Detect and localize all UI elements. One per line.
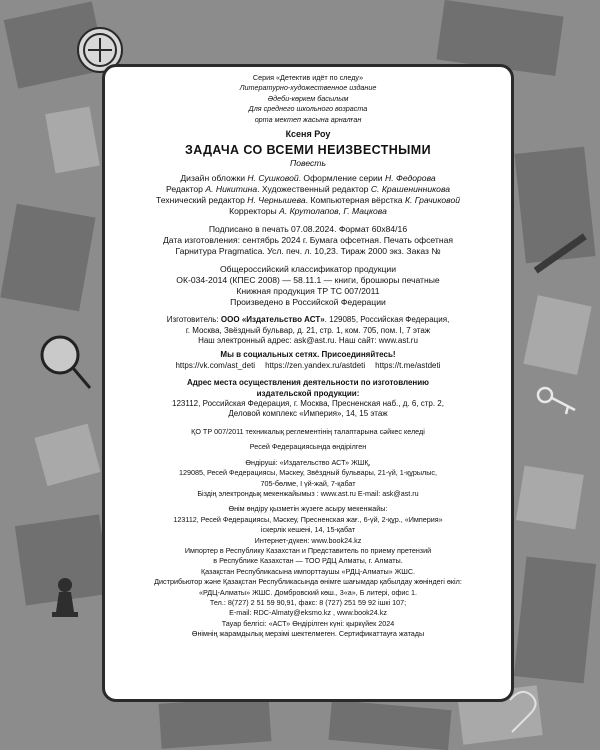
genre-kz: Әдеби-көркем басылым [267,93,349,103]
kz-line: Дистрибьютор және Қазақстан Республикасында өнімге шағымдар қабылдау жөніндегі өкіл: [154,577,462,587]
kz-line: іскерлік кешені, 14, 15-қабат [260,525,356,535]
imprint-page [102,64,514,702]
kazakh-imprint-block [119,427,497,640]
kz-line: Интернет-дүкен: www.book24.kz [254,535,362,545]
kz-line: Өндіруші: «Издательство АСТ» ЖШҚ, [245,457,371,467]
vk-link[interactable]: https://vk.com/ast_deti [175,360,256,370]
kz-line: Қазақстан Республикасына импорттаушы «РДЦ-Алматы» ЖШС. [200,566,416,576]
print-info: Подписано в печать 07.08.2024. Формат 60x84/16 Дата изготовления: сентябрь 2024 г. Бумага офсетная. Печать офсетная Гарнитура Pragmatica. Усл. печ. л. 10,23. Тираж 2000 экз. Заказ № [162,224,454,257]
kz-line: E-mail: RDC-Almaty@eksmo.kz , www.book24.kz [229,608,387,618]
kz-line: «РДЦ-Алматы» ЖШС. Домбровский көш., 3«а», Б литері, офис 1. [198,587,418,597]
book-subtitle: Повесть [290,158,326,169]
audience-ru: Для среднего школьного возраста [248,104,368,114]
kz-line: 705-бөлме, I үй-жай, 7-қабат [260,478,356,488]
production-block: Адрес места осуществления деятельности по изготовлению издательской продукции: 123112, Российская Федерация, г. Москва, Пресненская наб., д. 6, стр. 2, Деловой комплекс «Империя», 14, 15 этаж [172,378,444,419]
credit-line: Дизайн обложки Н. Сушковой. Оформление серии Н. Федорова [180,173,436,184]
kz-line: Ресей Федерациясында өндірілген [249,442,367,452]
credit-line: Редактор А. Никитина. Художественный редактор С. Крашенинникова [165,184,451,195]
series-line: Серия «Детектив идёт по следу» [252,73,364,82]
credit-line: Корректоры А. Крутолапов, Г. Мацкова [229,206,387,217]
kz-line: Тел.: 8(727) 2 51 59 90,91, факс: 8 (727) 251 59 92 ішкі 107; [209,597,407,607]
zen-link[interactable]: https://zen.yandex.ru/astdeti [265,360,366,370]
kz-line: 123112, Ресей Федерациясы, Мәскеу, Пресненская жағ., 6-үй, 2-құр., «Империя» [173,514,443,524]
kz-line: Біздің электрондық мекенжайымыз : www.ast.ru E-mail: ask@ast.ru [197,488,419,498]
audience-kz: орта мектеп жасына арналған [254,114,362,124]
book-title: ЗАДАЧА СО ВСЕМИ НЕИЗВЕСТНЫМИ [184,143,432,158]
social-block: Мы в социальных сетях. Присоединяйтесь! https://vk.com/ast_deti https://zen.yandex.ru/astdeti https://t.me/astdeti [175,350,441,370]
credit-line: Технический редактор Н. Чернышева. Компьютерная вёрстка К. Грачиковой [155,195,461,206]
kz-line: ҚО ТР 007/2011 техникалық реглементінің талаптарына сәйкес келеді [191,426,425,436]
genre-ru: Литературно-художественное издание [239,83,377,93]
author: Ксеня Роу [285,129,331,140]
kz-line: Импортер в Республику Казахстан и Представитель по приему претензий [184,545,432,555]
publisher-block: Изготовитель: ООО «Издательство АСТ». 129085, Российская Федерация, г. Москва, Звёздный бульвар, д. 21, стр. 1, ком. 705, пом. I, 7 этаж Наш электронный адрес: ask@ast.ru. Наш сайт: www.ast.ru [166,315,450,346]
telegram-link[interactable]: https://t.me/astdeti [375,360,441,370]
kz-line: 129085, Ресей Федерациясы, Мәскеу, Звёздный бульвары, 21-үй, 1-құрылыс, [178,468,437,478]
classifier-block: Общероссийский классификатор продукции ОК-034-2014 (КПЕС 2008) — 58.11.1 — книги, брошюры печатные Книжная продукция ТР ТС 007/2011 Произведено в Российской Федерации [176,264,440,308]
credits-block [119,173,497,217]
kz-line: в Республике Казахстан — ТОО РДЦ Алматы, г. Алматы. [213,556,403,566]
kz-line: Өнім өндіру қызметін жүзеге асыру мекенжайы: [228,504,388,514]
kz-line: Тауар белгісі: «АСТ» Өндірілген күні: қыркүйек 2024 [221,618,395,628]
kz-line: Өнімнің жарамдылық мерзімі шектелмеген. Сертификаттауға жатады [191,629,425,639]
